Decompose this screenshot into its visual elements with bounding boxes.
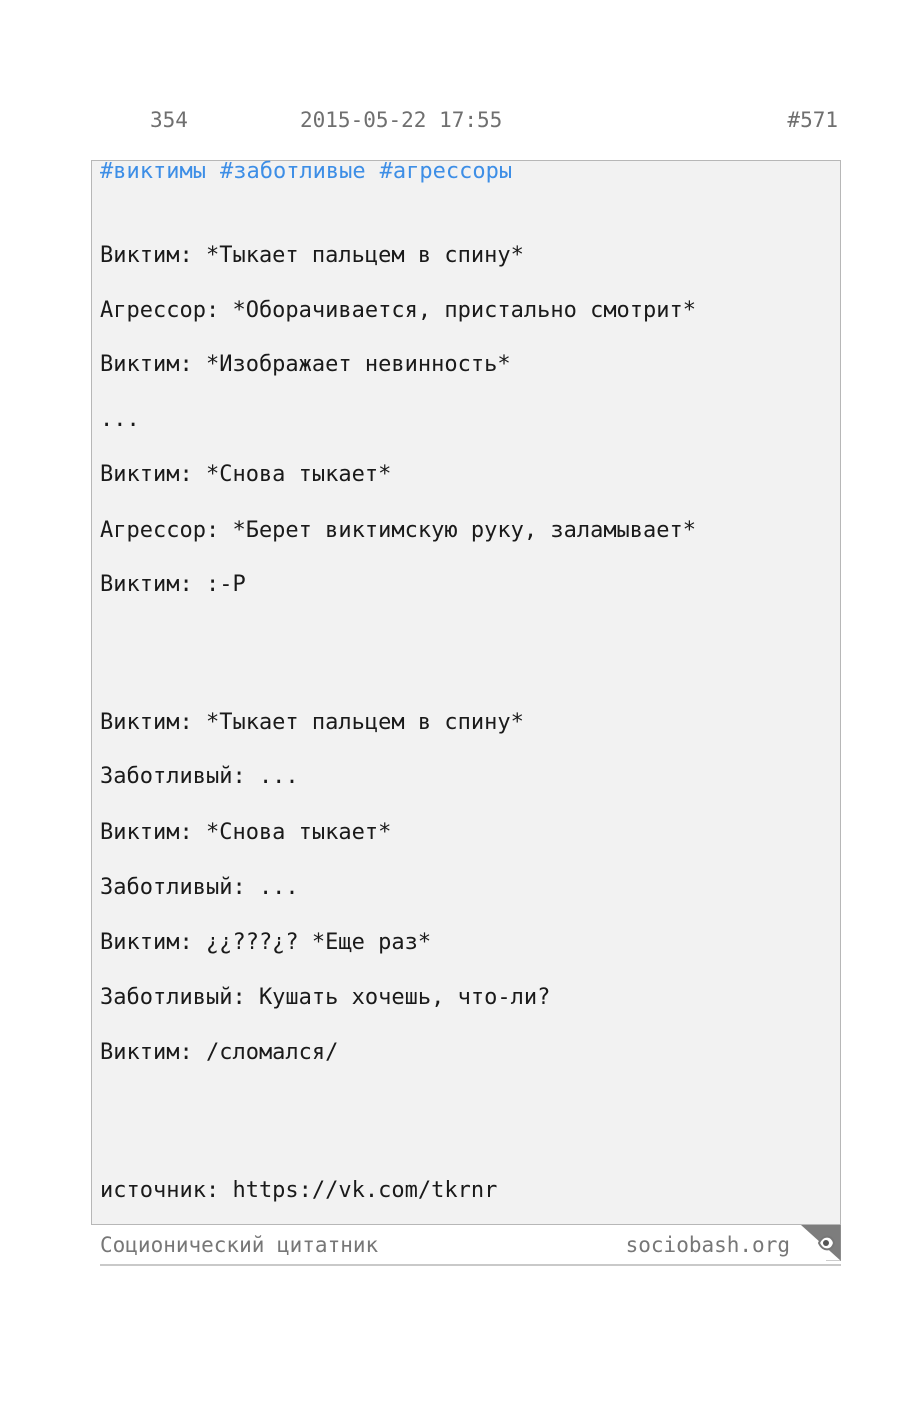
quote-box	[91, 160, 841, 1225]
quote-line: Заботливый: Кушать хочешь, что-ли?	[100, 985, 551, 1010]
site-domain[interactable]: sociobash.org	[625, 1233, 790, 1257]
tag-list	[100, 159, 526, 184]
quote-id-link[interactable]: #571	[787, 108, 838, 132]
quote-line: Заботливый: ...	[100, 764, 299, 789]
quote-line: Виктим: *Снова тыкает*	[100, 820, 392, 845]
quote-line: Виктим: *Изображает невинность*	[100, 352, 511, 377]
quote-line: Виктим: *Тыкает пальцем в спину*	[100, 243, 524, 268]
corner-fold-icon[interactable]	[801, 1225, 841, 1261]
tag-caring[interactable]: #заботливые	[219, 159, 366, 184]
quote-line: Заботливый: ...	[100, 875, 299, 900]
tag-victims[interactable]: #виктимы	[100, 159, 206, 184]
quote-line: Виктим: *Тыкает пальцем в спину*	[100, 710, 524, 735]
quote-line: Виктим: /сломался/	[100, 1040, 339, 1065]
quote-source-line: источник: https://vk.com/tkrnr	[100, 1178, 498, 1203]
quote-date: 2015-05-22 17:55	[300, 108, 503, 132]
quote-line: Виктим: *Снова тыкает*	[100, 462, 392, 487]
quote-rating[interactable]: 354	[150, 108, 188, 132]
quote-line: Агрессор: *Оборачивается, пристально смотрит*	[100, 298, 697, 323]
quote-meta	[0, 108, 920, 138]
quote-footer	[100, 1226, 841, 1266]
tag-aggressors[interactable]: #агрессоры	[379, 159, 513, 184]
quote-line: Виктим: ¿¿???¿? *Еще раз*	[100, 930, 432, 955]
quote-line: Виктим: :-P	[100, 572, 246, 597]
site-title: Соционический цитатник	[100, 1233, 379, 1257]
quote-line: ...	[100, 407, 140, 432]
quote-line: Агрессор: *Берет виктимскую руку, заламывает*	[100, 518, 697, 543]
